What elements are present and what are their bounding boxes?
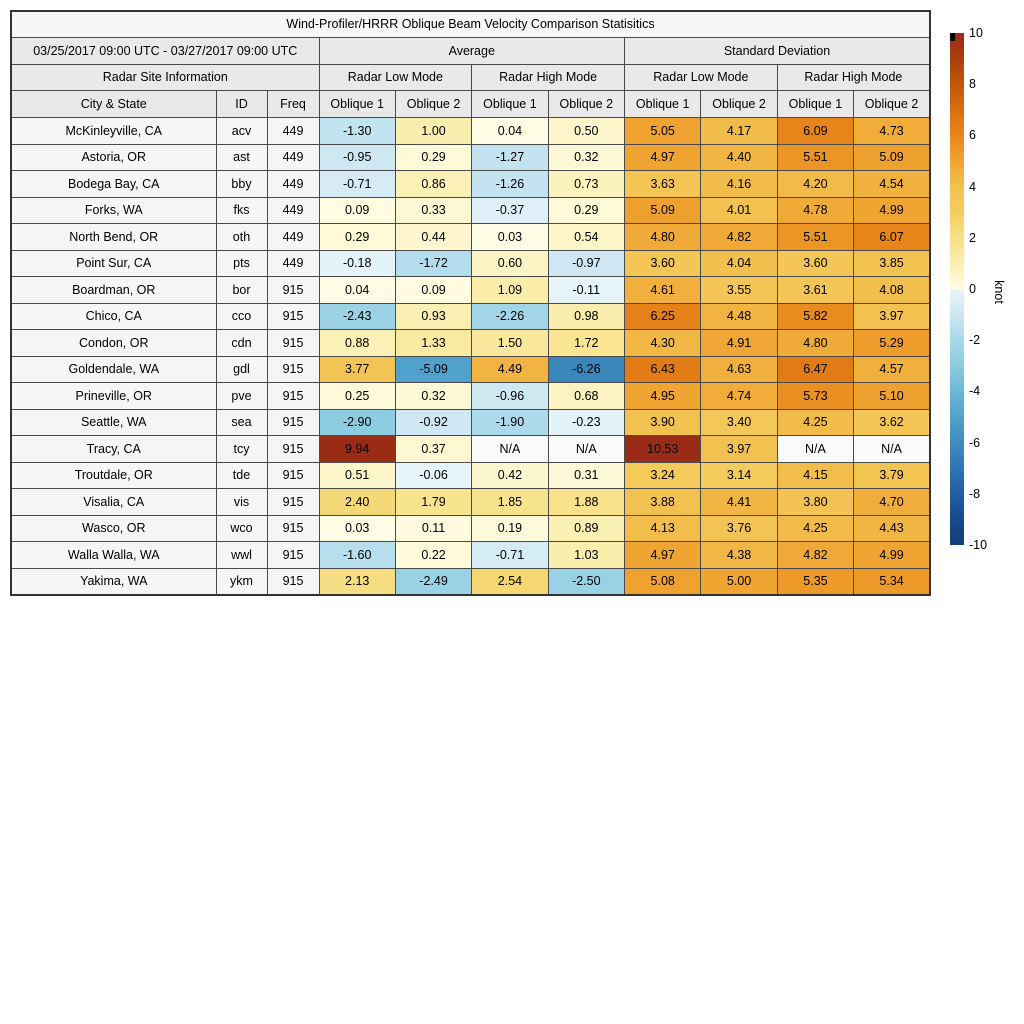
id-cell: pts [216, 250, 267, 277]
freq-cell: 915 [267, 409, 319, 436]
table-row [11, 409, 930, 436]
value-cell: -0.96 [472, 383, 548, 410]
value-cell: 4.73 [854, 118, 930, 145]
freq-cell: 915 [267, 568, 319, 595]
value-cell: 0.60 [472, 250, 548, 277]
value-cell: 4.25 [777, 515, 853, 542]
value-cell: 4.97 [625, 542, 701, 569]
freq-cell: 915 [267, 356, 319, 383]
value-cell: 0.29 [395, 144, 471, 171]
value-cell: 3.90 [625, 409, 701, 436]
average-header: Average [319, 38, 625, 65]
oblique-header: Oblique 1 [625, 91, 701, 118]
id-cell: tcy [216, 436, 267, 463]
table-row [11, 250, 930, 277]
value-cell: 4.74 [701, 383, 777, 410]
table-row [11, 303, 930, 330]
city-cell: Goldendale, WA [11, 356, 216, 383]
value-cell: 5.29 [854, 330, 930, 357]
value-cell: 4.38 [701, 542, 777, 569]
value-cell: 3.14 [701, 462, 777, 489]
value-cell: 0.89 [548, 515, 624, 542]
value-cell: 0.88 [319, 330, 395, 357]
colorbar-tick-label: -6 [969, 435, 981, 450]
value-cell: -0.18 [319, 250, 395, 277]
city-cell: Prineville, OR [11, 383, 216, 410]
value-cell: 1.79 [395, 489, 471, 516]
value-cell: 0.19 [472, 515, 548, 542]
mode-header: Radar High Mode [777, 65, 930, 91]
value-cell: 0.22 [395, 542, 471, 569]
value-cell: -2.50 [548, 568, 624, 595]
value-cell: 10.53 [625, 436, 701, 463]
value-cell: 4.25 [777, 409, 853, 436]
freq-cell: 915 [267, 542, 319, 569]
freq-cell: 915 [267, 515, 319, 542]
id-cell: tde [216, 462, 267, 489]
value-cell: 0.54 [548, 224, 624, 251]
table-row [11, 277, 930, 304]
value-cell: 4.16 [701, 171, 777, 198]
site-info-header: Radar Site Information [11, 65, 319, 91]
value-cell: -0.97 [548, 250, 624, 277]
value-cell: 4.99 [854, 197, 930, 224]
value-cell: -2.90 [319, 409, 395, 436]
value-cell: 1.88 [548, 489, 624, 516]
value-cell: 5.00 [701, 568, 777, 595]
oblique-header: Oblique 2 [701, 91, 777, 118]
oblique-header: Oblique 2 [854, 91, 930, 118]
value-cell: 5.05 [625, 118, 701, 145]
value-cell: 1.33 [395, 330, 471, 357]
value-cell: 4.57 [854, 356, 930, 383]
stats-table [10, 10, 931, 596]
freq-cell: 915 [267, 436, 319, 463]
value-cell: -1.27 [472, 144, 548, 171]
value-cell: 4.08 [854, 277, 930, 304]
value-cell: 0.50 [548, 118, 624, 145]
value-cell: 3.60 [625, 250, 701, 277]
value-cell: 3.77 [319, 356, 395, 383]
value-cell: 4.70 [854, 489, 930, 516]
city-cell: Point Sur, CA [11, 250, 216, 277]
value-cell: 3.24 [625, 462, 701, 489]
value-cell: 4.80 [777, 330, 853, 357]
value-cell: 0.32 [548, 144, 624, 171]
city-state-header: City & State [11, 91, 216, 118]
mode-header: Radar Low Mode [319, 65, 472, 91]
city-cell: McKinleyville, CA [11, 118, 216, 145]
value-cell: 4.78 [777, 197, 853, 224]
value-cell: 0.37 [395, 436, 471, 463]
colorbar-tick-label: -10 [969, 538, 988, 552]
city-cell: Walla Walla, WA [11, 542, 216, 569]
city-cell: Astoria, OR [11, 144, 216, 171]
value-cell: -0.11 [548, 277, 624, 304]
value-cell: 4.61 [625, 277, 701, 304]
table-row [11, 568, 930, 595]
value-cell: 6.07 [854, 224, 930, 251]
value-cell: 4.40 [701, 144, 777, 171]
value-cell: 3.62 [854, 409, 930, 436]
city-cell: Troutdale, OR [11, 462, 216, 489]
value-cell: 0.32 [395, 383, 471, 410]
table-row [11, 197, 930, 224]
oblique-header: Oblique 2 [395, 91, 471, 118]
value-cell: 4.41 [701, 489, 777, 516]
city-cell: Boardman, OR [11, 277, 216, 304]
id-cell: oth [216, 224, 267, 251]
value-cell: 0.04 [472, 118, 548, 145]
value-cell: 4.48 [701, 303, 777, 330]
value-cell: 9.94 [319, 436, 395, 463]
freq-header: Freq [267, 91, 319, 118]
value-cell: 4.04 [701, 250, 777, 277]
value-cell: 4.54 [854, 171, 930, 198]
std-deviation-header: Standard Deviation [625, 38, 931, 65]
value-cell: -1.30 [319, 118, 395, 145]
value-cell: 4.97 [625, 144, 701, 171]
value-cell: 3.97 [701, 436, 777, 463]
colorbar-gradient [950, 33, 964, 545]
value-cell: -2.49 [395, 568, 471, 595]
value-cell: 5.35 [777, 568, 853, 595]
value-cell: 5.51 [777, 144, 853, 171]
value-cell: 4.17 [701, 118, 777, 145]
value-cell: 4.99 [854, 542, 930, 569]
value-cell: 0.11 [395, 515, 471, 542]
value-cell: 0.03 [319, 515, 395, 542]
value-cell: -1.26 [472, 171, 548, 198]
oblique-header: Oblique 1 [472, 91, 548, 118]
id-cell: sea [216, 409, 267, 436]
freq-cell: 915 [267, 383, 319, 410]
value-cell: 3.88 [625, 489, 701, 516]
value-cell: 1.50 [472, 330, 548, 357]
value-cell: 4.01 [701, 197, 777, 224]
value-cell: 3.97 [854, 303, 930, 330]
value-cell: 5.34 [854, 568, 930, 595]
value-cell: 5.09 [854, 144, 930, 171]
value-cell: N/A [777, 436, 853, 463]
value-cell: 0.25 [319, 383, 395, 410]
value-cell: N/A [472, 436, 548, 463]
id-cell: bor [216, 277, 267, 304]
city-cell: Condon, OR [11, 330, 216, 357]
value-cell: 5.51 [777, 224, 853, 251]
value-cell: 0.31 [548, 462, 624, 489]
freq-cell: 915 [267, 303, 319, 330]
table-row [11, 383, 930, 410]
oblique-header: Oblique 1 [319, 91, 395, 118]
value-cell: 3.40 [701, 409, 777, 436]
value-cell: 3.80 [777, 489, 853, 516]
city-cell: North Bend, OR [11, 224, 216, 251]
table-row [11, 144, 930, 171]
value-cell: 0.86 [395, 171, 471, 198]
city-cell: Forks, WA [11, 197, 216, 224]
value-cell: 3.63 [625, 171, 701, 198]
city-cell: Wasco, OR [11, 515, 216, 542]
value-cell: 0.42 [472, 462, 548, 489]
value-cell: 3.60 [777, 250, 853, 277]
id-cell: vis [216, 489, 267, 516]
value-cell: 0.73 [548, 171, 624, 198]
id-cell: wwl [216, 542, 267, 569]
title-row [11, 11, 930, 38]
value-cell: -0.92 [395, 409, 471, 436]
value-cell: 4.82 [701, 224, 777, 251]
value-cell: -0.23 [548, 409, 624, 436]
value-cell: -6.26 [548, 356, 624, 383]
table-row [11, 542, 930, 569]
table-row [11, 171, 930, 198]
colorbar-tick-label: 4 [969, 179, 976, 194]
city-cell: Tracy, CA [11, 436, 216, 463]
table-row [11, 330, 930, 357]
value-cell: -5.09 [395, 356, 471, 383]
mode-header-row [11, 65, 930, 91]
value-cell: 0.09 [319, 197, 395, 224]
table-row [11, 356, 930, 383]
value-cell: 4.63 [701, 356, 777, 383]
colorbar-tick-label: 10 [969, 26, 983, 40]
value-cell: 1.72 [548, 330, 624, 357]
value-cell: 5.82 [777, 303, 853, 330]
value-cell: -2.26 [472, 303, 548, 330]
freq-cell: 449 [267, 250, 319, 277]
id-cell: wco [216, 515, 267, 542]
value-cell: 4.15 [777, 462, 853, 489]
id-cell: cdn [216, 330, 267, 357]
value-cell: 1.85 [472, 489, 548, 516]
id-cell: ykm [216, 568, 267, 595]
value-cell: 6.09 [777, 118, 853, 145]
value-cell: 0.04 [319, 277, 395, 304]
group-header-row [11, 38, 930, 65]
table-row [11, 118, 930, 145]
value-cell: 4.91 [701, 330, 777, 357]
city-cell: Visalia, CA [11, 489, 216, 516]
value-cell: N/A [548, 436, 624, 463]
value-cell: 0.98 [548, 303, 624, 330]
value-cell: 0.33 [395, 197, 471, 224]
value-cell: -0.37 [472, 197, 548, 224]
value-cell: 1.03 [548, 542, 624, 569]
value-cell: 4.30 [625, 330, 701, 357]
value-cell: 0.51 [319, 462, 395, 489]
city-cell: Seattle, WA [11, 409, 216, 436]
value-cell: -0.95 [319, 144, 395, 171]
mode-header: Radar High Mode [472, 65, 625, 91]
id-cell: fks [216, 197, 267, 224]
value-cell: 5.09 [625, 197, 701, 224]
freq-cell: 915 [267, 277, 319, 304]
value-cell: 2.13 [319, 568, 395, 595]
value-cell: -1.90 [472, 409, 548, 436]
value-cell: 4.95 [625, 383, 701, 410]
freq-cell: 449 [267, 118, 319, 145]
value-cell: 3.79 [854, 462, 930, 489]
value-cell: 0.44 [395, 224, 471, 251]
id-header: ID [216, 91, 267, 118]
value-cell: 1.09 [472, 277, 548, 304]
table-row [11, 224, 930, 251]
value-cell: 2.54 [472, 568, 548, 595]
city-cell: Yakima, WA [11, 568, 216, 595]
oblique-header: Oblique 2 [548, 91, 624, 118]
value-cell: 0.93 [395, 303, 471, 330]
freq-cell: 449 [267, 144, 319, 171]
value-cell: 2.40 [319, 489, 395, 516]
id-cell: ast [216, 144, 267, 171]
colorbar-tick-label: 6 [969, 128, 976, 143]
freq-cell: 449 [267, 197, 319, 224]
id-cell: acv [216, 118, 267, 145]
value-cell: N/A [854, 436, 930, 463]
colorbar-tick-label: -8 [969, 486, 981, 501]
value-cell: 3.85 [854, 250, 930, 277]
colorbar-tick-label: -2 [969, 333, 981, 348]
value-cell: 6.47 [777, 356, 853, 383]
id-cell: bby [216, 171, 267, 198]
value-cell: 6.43 [625, 356, 701, 383]
mode-header: Radar Low Mode [625, 65, 778, 91]
colorbar-tick-label: -4 [969, 384, 981, 399]
freq-cell: 915 [267, 489, 319, 516]
value-cell: 4.82 [777, 542, 853, 569]
value-cell: -2.43 [319, 303, 395, 330]
value-cell: -0.71 [472, 542, 548, 569]
value-cell: 3.76 [701, 515, 777, 542]
colorbar-tick-label: 2 [969, 230, 976, 245]
value-cell: 0.29 [548, 197, 624, 224]
column-header-row [11, 91, 930, 118]
id-cell: cco [216, 303, 267, 330]
value-cell: -1.60 [319, 542, 395, 569]
value-cell: 4.80 [625, 224, 701, 251]
value-cell: 1.00 [395, 118, 471, 145]
date-range-label: 03/25/2017 09:00 UTC - 03/27/2017 09:00 UTC [11, 38, 319, 65]
value-cell: 0.09 [395, 277, 471, 304]
value-cell: 0.68 [548, 383, 624, 410]
oblique-header: Oblique 1 [777, 91, 853, 118]
city-cell: Bodega Bay, CA [11, 171, 216, 198]
value-cell: 0.03 [472, 224, 548, 251]
value-cell: 3.55 [701, 277, 777, 304]
id-cell: pve [216, 383, 267, 410]
colorbar-unit-label: knot [992, 280, 1006, 304]
value-cell: 5.08 [625, 568, 701, 595]
value-cell: 6.25 [625, 303, 701, 330]
value-cell: 3.61 [777, 277, 853, 304]
value-cell: 0.29 [319, 224, 395, 251]
value-cell: 5.73 [777, 383, 853, 410]
freq-cell: 449 [267, 171, 319, 198]
table-row [11, 515, 930, 542]
value-cell: 4.20 [777, 171, 853, 198]
colorbar-tick-label: 0 [969, 282, 976, 296]
value-cell: 4.13 [625, 515, 701, 542]
value-cell: 4.49 [472, 356, 548, 383]
table-row [11, 462, 930, 489]
value-cell: -1.72 [395, 250, 471, 277]
colorbar-top-cap [950, 33, 955, 41]
city-cell: Chico, CA [11, 303, 216, 330]
freq-cell: 915 [267, 330, 319, 357]
table-row [11, 436, 930, 463]
value-cell: -0.71 [319, 171, 395, 198]
freq-cell: 915 [267, 462, 319, 489]
value-cell: -0.06 [395, 462, 471, 489]
value-cell: 4.43 [854, 515, 930, 542]
freq-cell: 449 [267, 224, 319, 251]
table-title: Wind-Profiler/HRRR Oblique Beam Velocity Comparison Statisitics [11, 11, 930, 38]
value-cell: 5.10 [854, 383, 930, 410]
id-cell: gdl [216, 356, 267, 383]
colorbar-tick-label: 8 [969, 77, 976, 92]
table-row [11, 489, 930, 516]
